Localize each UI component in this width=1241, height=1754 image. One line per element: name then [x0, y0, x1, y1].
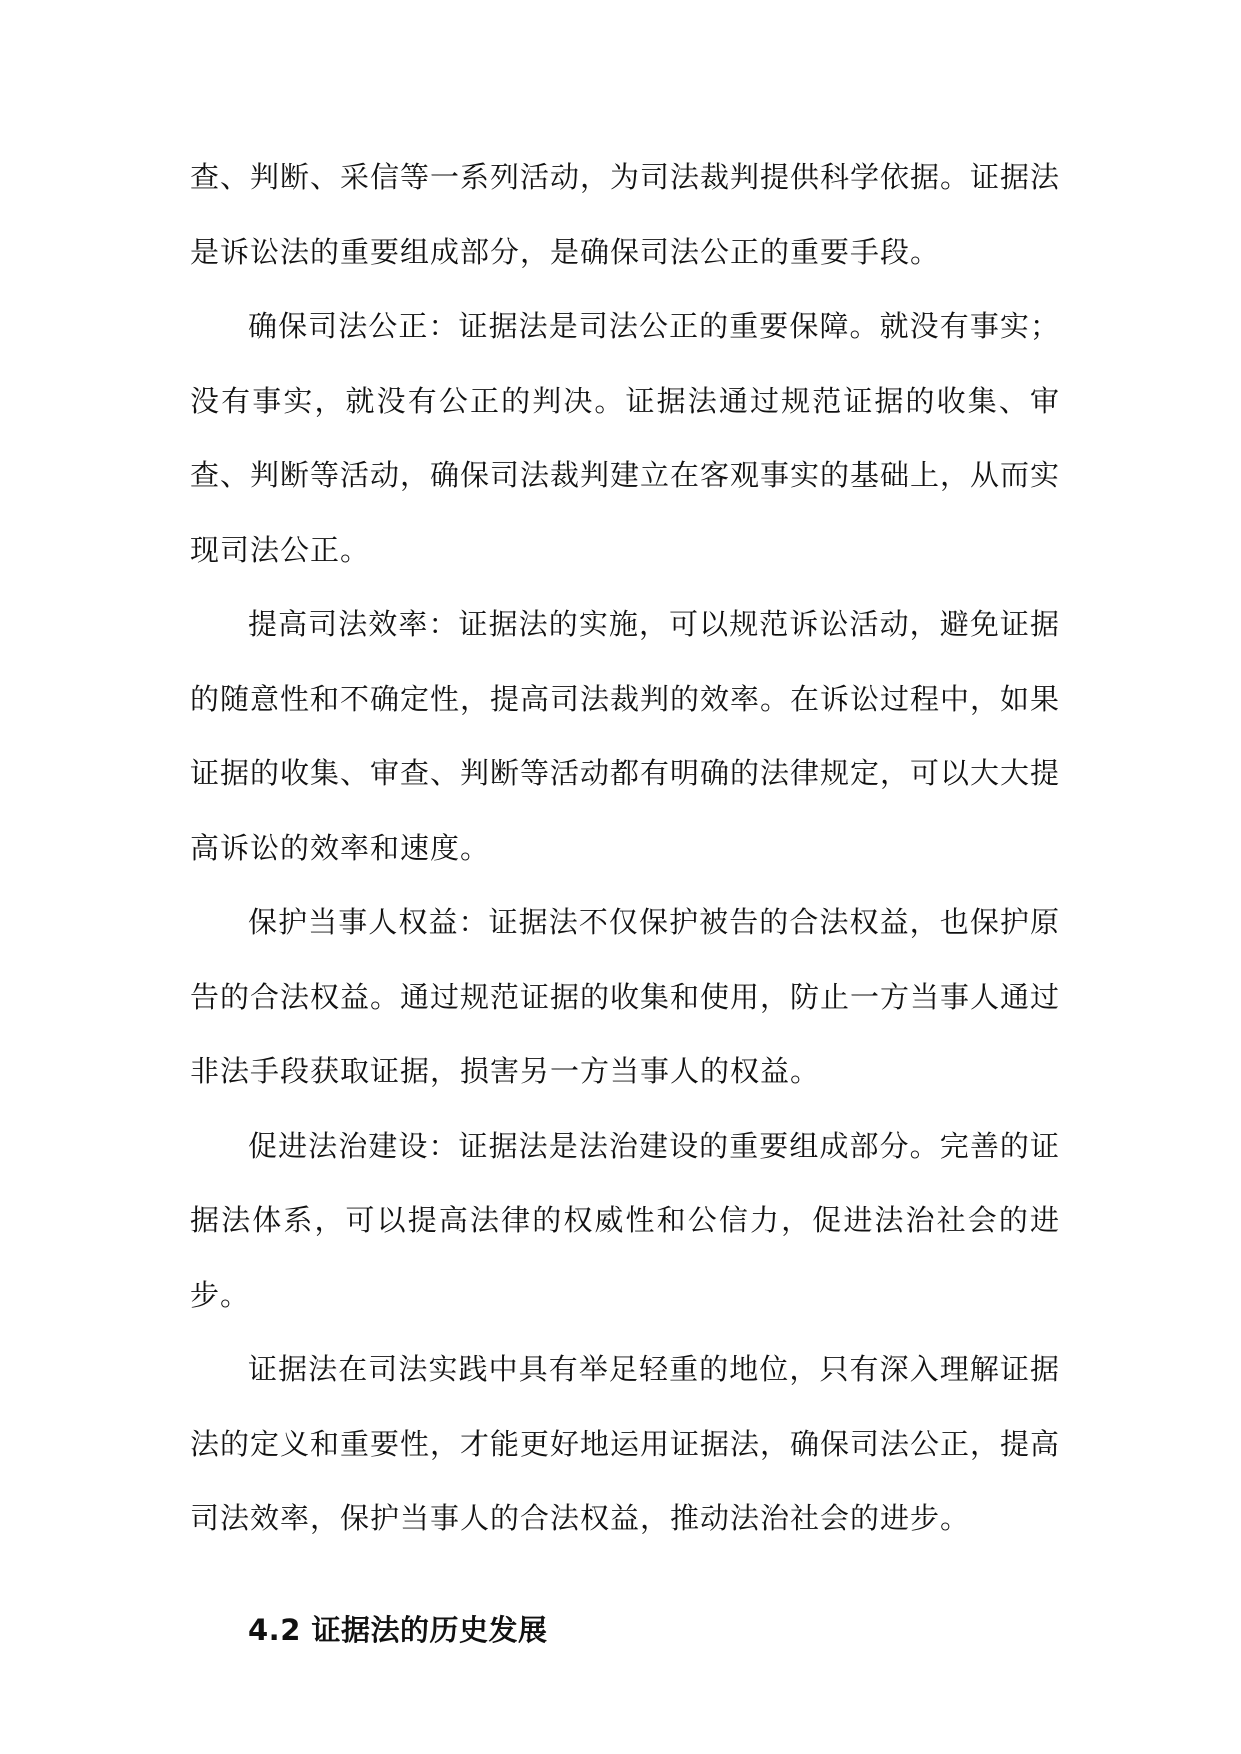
paragraph-judicial-efficiency: 提高司法效率：证据法的实施，可以规范诉讼活动，避免证据的随意性和不确定性，提高司法裁判的效率。在诉讼过程中，如果证据的收集、审查、判断等活动都有明确的法律规定，可以大大提高诉讼的效率和速度。 — [190, 607, 1061, 865]
paragraph-rule-of-law: 促进法治建设：证据法是法治建设的重要组成部分。完善的证据法体系，可以提高法律的权威性和公信力，促进法治社会的进步。 — [190, 1128, 1060, 1312]
paragraph-judicial-fairness: 确保司法公正：证据法是司法公正的重要保障。就没有事实；没有事实，就没有公正的判决。证据法通过规范证据的收集、审查、判断等活动，确保司法裁判建立在客观事实的基础上，从而实现司法公正。 — [190, 309, 1061, 567]
paragraph-continuation: 查、判断、采信等一系列活动，为司法裁判提供科学依据。证据法是诉讼法的重要组成部分，是确保司法公正的重要手段。 — [190, 160, 1061, 269]
paragraph-conclusion: 证据法在司法实践中具有举足轻重的地位，只有深入理解证据法的定义和重要性，才能更好地运用证据法，确保司法公正，提高司法效率，保护当事人的合法权益，推动法治社会的进步。 — [190, 1352, 1061, 1535]
document-page — [190, 140, 1060, 1650]
paragraph-party-rights: 保护当事人权益：证据法不仅保护被告的合法权益，也保护原告的合法权益。通过规范证据的收集和使用，防止一方当事人通过非法手段获取证据，损害另一方当事人的权益。 — [190, 905, 1061, 1088]
section-heading: 4.2 证据法的历史发展 — [248, 1612, 548, 1647]
